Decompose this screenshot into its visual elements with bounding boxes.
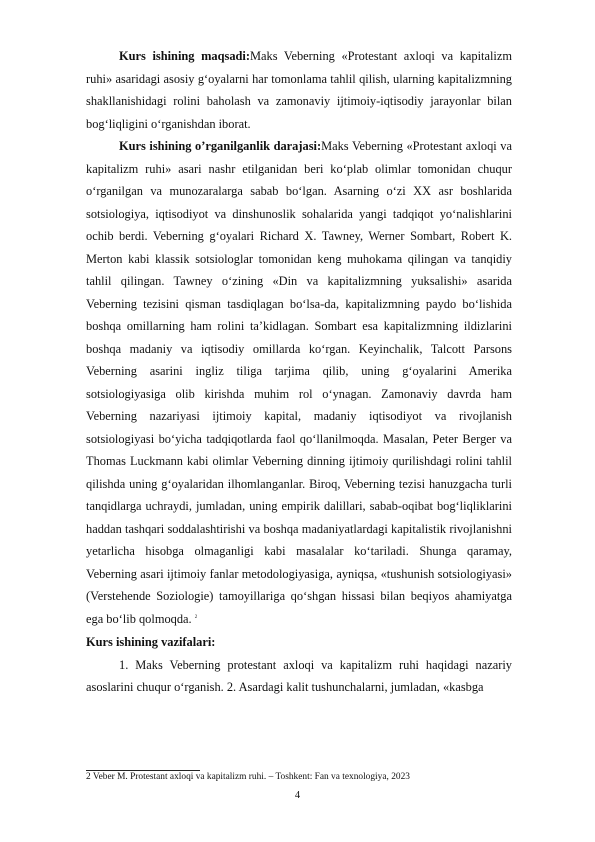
tasks-heading: Kurs ishining vazifalari: (86, 635, 216, 649)
research-level-label: Kurs ishining o’rganilganlik darajasi: (119, 139, 322, 153)
page-number: 4 (294, 790, 301, 801)
paragraph-research-level (86, 135, 512, 630)
footnote-divider (86, 770, 200, 771)
document-body (86, 45, 512, 699)
footnote-marker[interactable]: 2 (194, 614, 198, 620)
paragraph-goal (86, 45, 512, 135)
footnote-text: 2 Veber M. Protestant axloqi va kapitalizm ruhi. – Toshkent: Fan va texnologiya, 2023 (86, 772, 410, 782)
research-level-text: Maks Veberning «Protestant axloqi va kapitalizm ruhi» asari nashr etilganidan beri ko‘plab olimlar tomonidan chuqur o‘rganilgan va munozaralarga sabab bo‘lgan. Asarning o‘zi XX asr boshlarida sotsiologiya, iqtisodiyot va dinshunoslik sohalarida yangi tadqiqot yo‘nalishlarini ochib berdi. Veberning g‘oyalari Richard X. Tawney, Werner Sombart, Robert K. Merton kabi klassik sotsiologlar tomonidan keng muhokama qilingan va tanqidiy tahlil qilingan. Tawney o‘zining «Din va kapitalizmning yuksalishi» asarida Veberning tezisini qisman tasdiqlagan bo‘lsa-da, kapitalizmning paydo bo‘lishida boshqa omillarning ham rolini ta’kidlagan. Sombart esa kapitalizmning ildizlarini boshqa madaniy va iqtisodiy omillarda ko‘rgan. Keyinchalik, Talcott Parsons Veberning asarini ingliz tiliga tarjima qilib, uning g‘oyalarini Amerika sotsiologiyasiga olib kirishda muhim rol o‘ynagan. Zamonaviy davrda ham Veberning nazariyasi ijtimoiy kapital, madaniy iqtisodiyot va rivojlanish sotsiologiyasi bo‘yicha tadqiqotlarda faol qo‘llanilmoqda. Masalan, Peter Berger va Thomas Luckmann kabi olimlar Veberning dinning ijtimoiy qurilishdagi rolini tahlil qilishda uning g‘oyalaridan ilhomlanganlar. Biroq, Veberning tezisi hanuzgacha turli tanqidlarga uchraydi, jumladan, uning empirik dalillari, sabab-oqibat bog‘liqliklarini haddan tashqari soddalashtirishi va boshqa madaniyatlardagi kapitalistik rivojlanishni yetarlicha hisobga olmaganligi kabi masalalar ko‘tariladi. Shunga qaramay, Veberning asari ijtimoiy fanlar metodologiyasiga, ayniqsa, «tushunish sotsiologiyasi» (Verstehende Soziologie) tamoyillariga qo‘shgan hissasi bilan beqiyos ahamiyatga ega bo‘lib qolmoqda. (86, 139, 512, 626)
paragraph-tasks: 1. Maks Veberning protestant axloqi va kapitalizm ruhi haqidagi nazariy asoslarini chuqur o‘rganish. 2. Asardagi kalit tushunchalarni, jumladan, «kasbga (86, 657, 512, 694)
goal-label: Kurs ishining maqsadi: (119, 49, 250, 63)
goal-text: Maks Veberning «Protestant axloqi va kapitalizm ruhi» asaridagi asosiy g‘oyalarni har tomonlama tahlil qilish, ularning kapitalizmning shakllanishidagi rolini baholash va zamonaviy ijtimoiy-iqtisodiy jarayonlar bilan bog‘liqligini o‘rganishdan iborat. (86, 49, 512, 131)
